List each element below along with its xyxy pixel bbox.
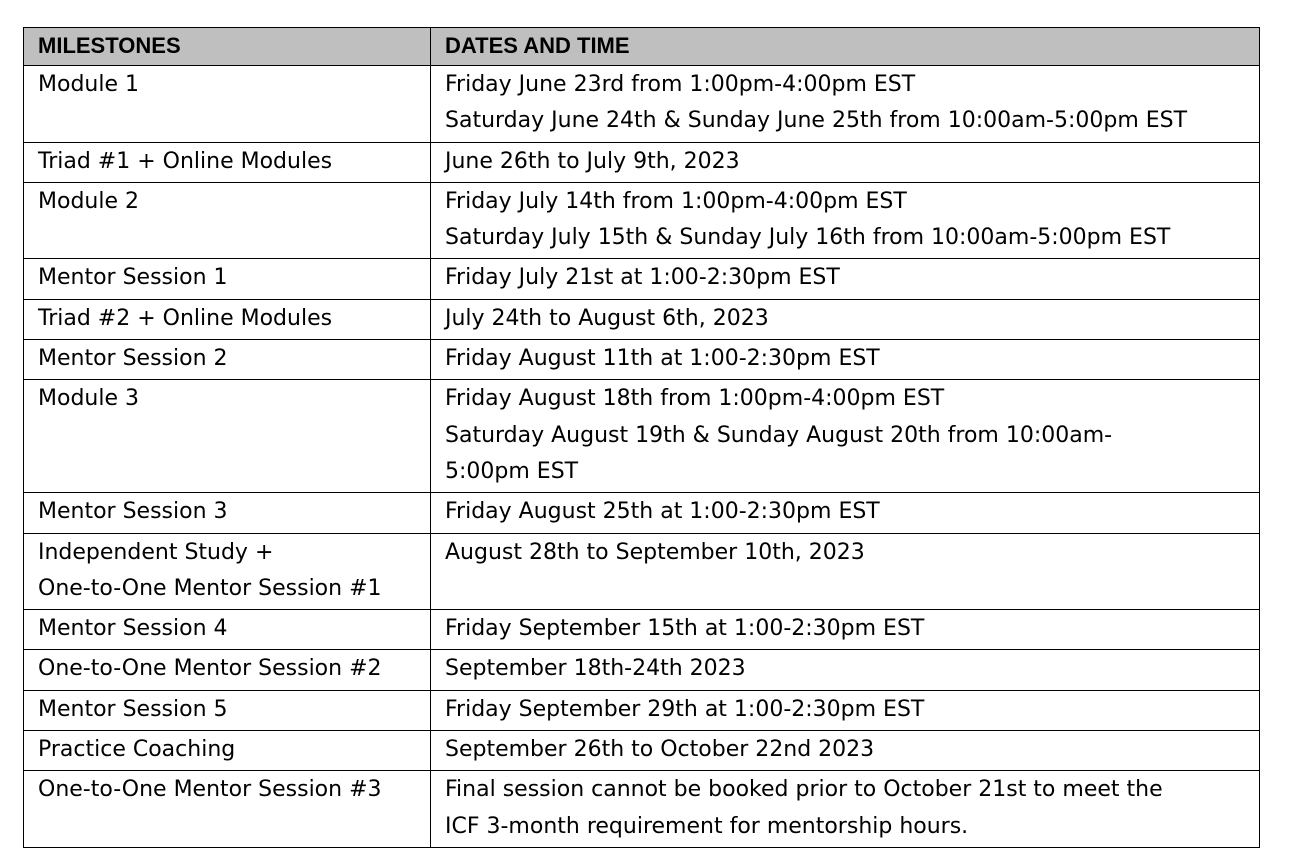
header-dates-and-time: DATES AND TIME [431, 28, 1260, 66]
dates-text: Friday August 25th at 1:00-2:30pm EST [445, 499, 880, 525]
dates-text: Friday July 14th from 1:00pm-4:00pm EST [445, 188, 907, 214]
milestone-text: Practice Coaching [38, 737, 236, 763]
dates-cell [431, 340, 1260, 380]
table-row [24, 259, 1260, 299]
table-row [24, 731, 1260, 771]
dates-text: September 18th-24th 2023 [445, 656, 746, 682]
milestone-cell [24, 380, 431, 493]
milestone-text: One-to-One Mentor Session #3 [38, 777, 382, 803]
milestone-text: Independent Study + [38, 539, 274, 565]
milestone-cell [24, 690, 431, 730]
dates-text: Friday August 11th at 1:00-2:30pm EST [445, 346, 880, 372]
milestone-text: Module 3 [38, 386, 139, 412]
milestone-text: Mentor Session 4 [38, 616, 228, 642]
dates-cell [431, 610, 1260, 650]
table-row [24, 650, 1260, 690]
table-row [24, 66, 1260, 143]
dates-text: 5:00pm EST [445, 458, 579, 484]
table-body [24, 66, 1260, 848]
milestone-cell [24, 66, 431, 143]
milestone-text: One-to-One Mentor Session #1 [38, 575, 382, 601]
dates-cell [431, 771, 1260, 848]
milestone-cell [24, 731, 431, 771]
milestone-cell [24, 259, 431, 299]
dates-cell [431, 142, 1260, 182]
dates-cell [431, 493, 1260, 533]
milestone-cell [24, 299, 431, 339]
dates-cell [431, 690, 1260, 730]
milestones-table [23, 27, 1260, 848]
milestone-cell [24, 182, 431, 259]
table-row [24, 340, 1260, 380]
table-row [24, 182, 1260, 259]
milestone-cell [24, 610, 431, 650]
table-row [24, 380, 1260, 493]
dates-text: Friday September 29th at 1:00-2:30pm EST [445, 696, 925, 722]
table-header [24, 28, 1260, 66]
dates-cell [431, 182, 1260, 259]
dates-text: Friday July 21st at 1:00-2:30pm EST [445, 265, 840, 291]
milestone-text: Mentor Session 3 [38, 499, 228, 525]
dates-text: August 28th to September 10th, 2023 [445, 539, 865, 565]
dates-text: Final session cannot be booked prior to October 21st to meet the [445, 777, 1163, 803]
dates-cell [431, 380, 1260, 493]
dates-text: Friday August 18th from 1:00pm-4:00pm EST [445, 386, 945, 412]
milestone-cell [24, 533, 431, 610]
dates-cell [431, 731, 1260, 771]
header-row [24, 28, 1260, 66]
dates-cell [431, 650, 1260, 690]
milestone-text: Module 2 [38, 188, 139, 214]
table-row [24, 299, 1260, 339]
table-row [24, 771, 1260, 848]
dates-text: Friday June 23rd from 1:00pm-4:00pm EST [445, 72, 916, 97]
dates-text: September 26th to October 22nd 2023 [445, 737, 875, 763]
milestone-cell [24, 340, 431, 380]
dates-text: Saturday June 24th & Sunday June 25th from 10:00am-5:00pm EST [445, 108, 1188, 134]
dates-cell [431, 259, 1260, 299]
table-row [24, 690, 1260, 730]
table-row [24, 142, 1260, 182]
dates-text: Friday September 15th at 1:00-2:30pm EST [445, 616, 925, 642]
dates-text: ICF 3-month requirement for mentorship hours. [445, 813, 969, 839]
dates-cell [431, 299, 1260, 339]
milestone-cell [24, 650, 431, 690]
table-row [24, 493, 1260, 533]
milestone-text: Mentor Session 1 [38, 265, 228, 291]
dates-text: Saturday July 15th & Sunday July 16th from 10:00am-5:00pm EST [445, 225, 1171, 251]
milestone-text: Module 1 [38, 72, 139, 97]
table-row [24, 533, 1260, 610]
header-milestones: MILESTONES [24, 28, 431, 66]
milestone-text: Triad #2 + Online Modules [38, 305, 333, 331]
milestone-cell [24, 771, 431, 848]
table-row [24, 610, 1260, 650]
milestone-text: Mentor Session 5 [38, 696, 228, 722]
dates-text: June 26th to July 9th, 2023 [445, 148, 740, 174]
milestone-cell [24, 493, 431, 533]
dates-cell [431, 533, 1260, 610]
milestone-text: Mentor Session 2 [38, 346, 228, 372]
milestone-cell [24, 142, 431, 182]
dates-text: Saturday August 19th & Sunday August 20th from 10:00am- [445, 422, 1113, 448]
dates-cell [431, 66, 1260, 143]
milestone-text: Triad #1 + Online Modules [38, 148, 333, 174]
milestone-text: One-to-One Mentor Session #2 [38, 656, 382, 682]
dates-text: July 24th to August 6th, 2023 [445, 305, 769, 331]
